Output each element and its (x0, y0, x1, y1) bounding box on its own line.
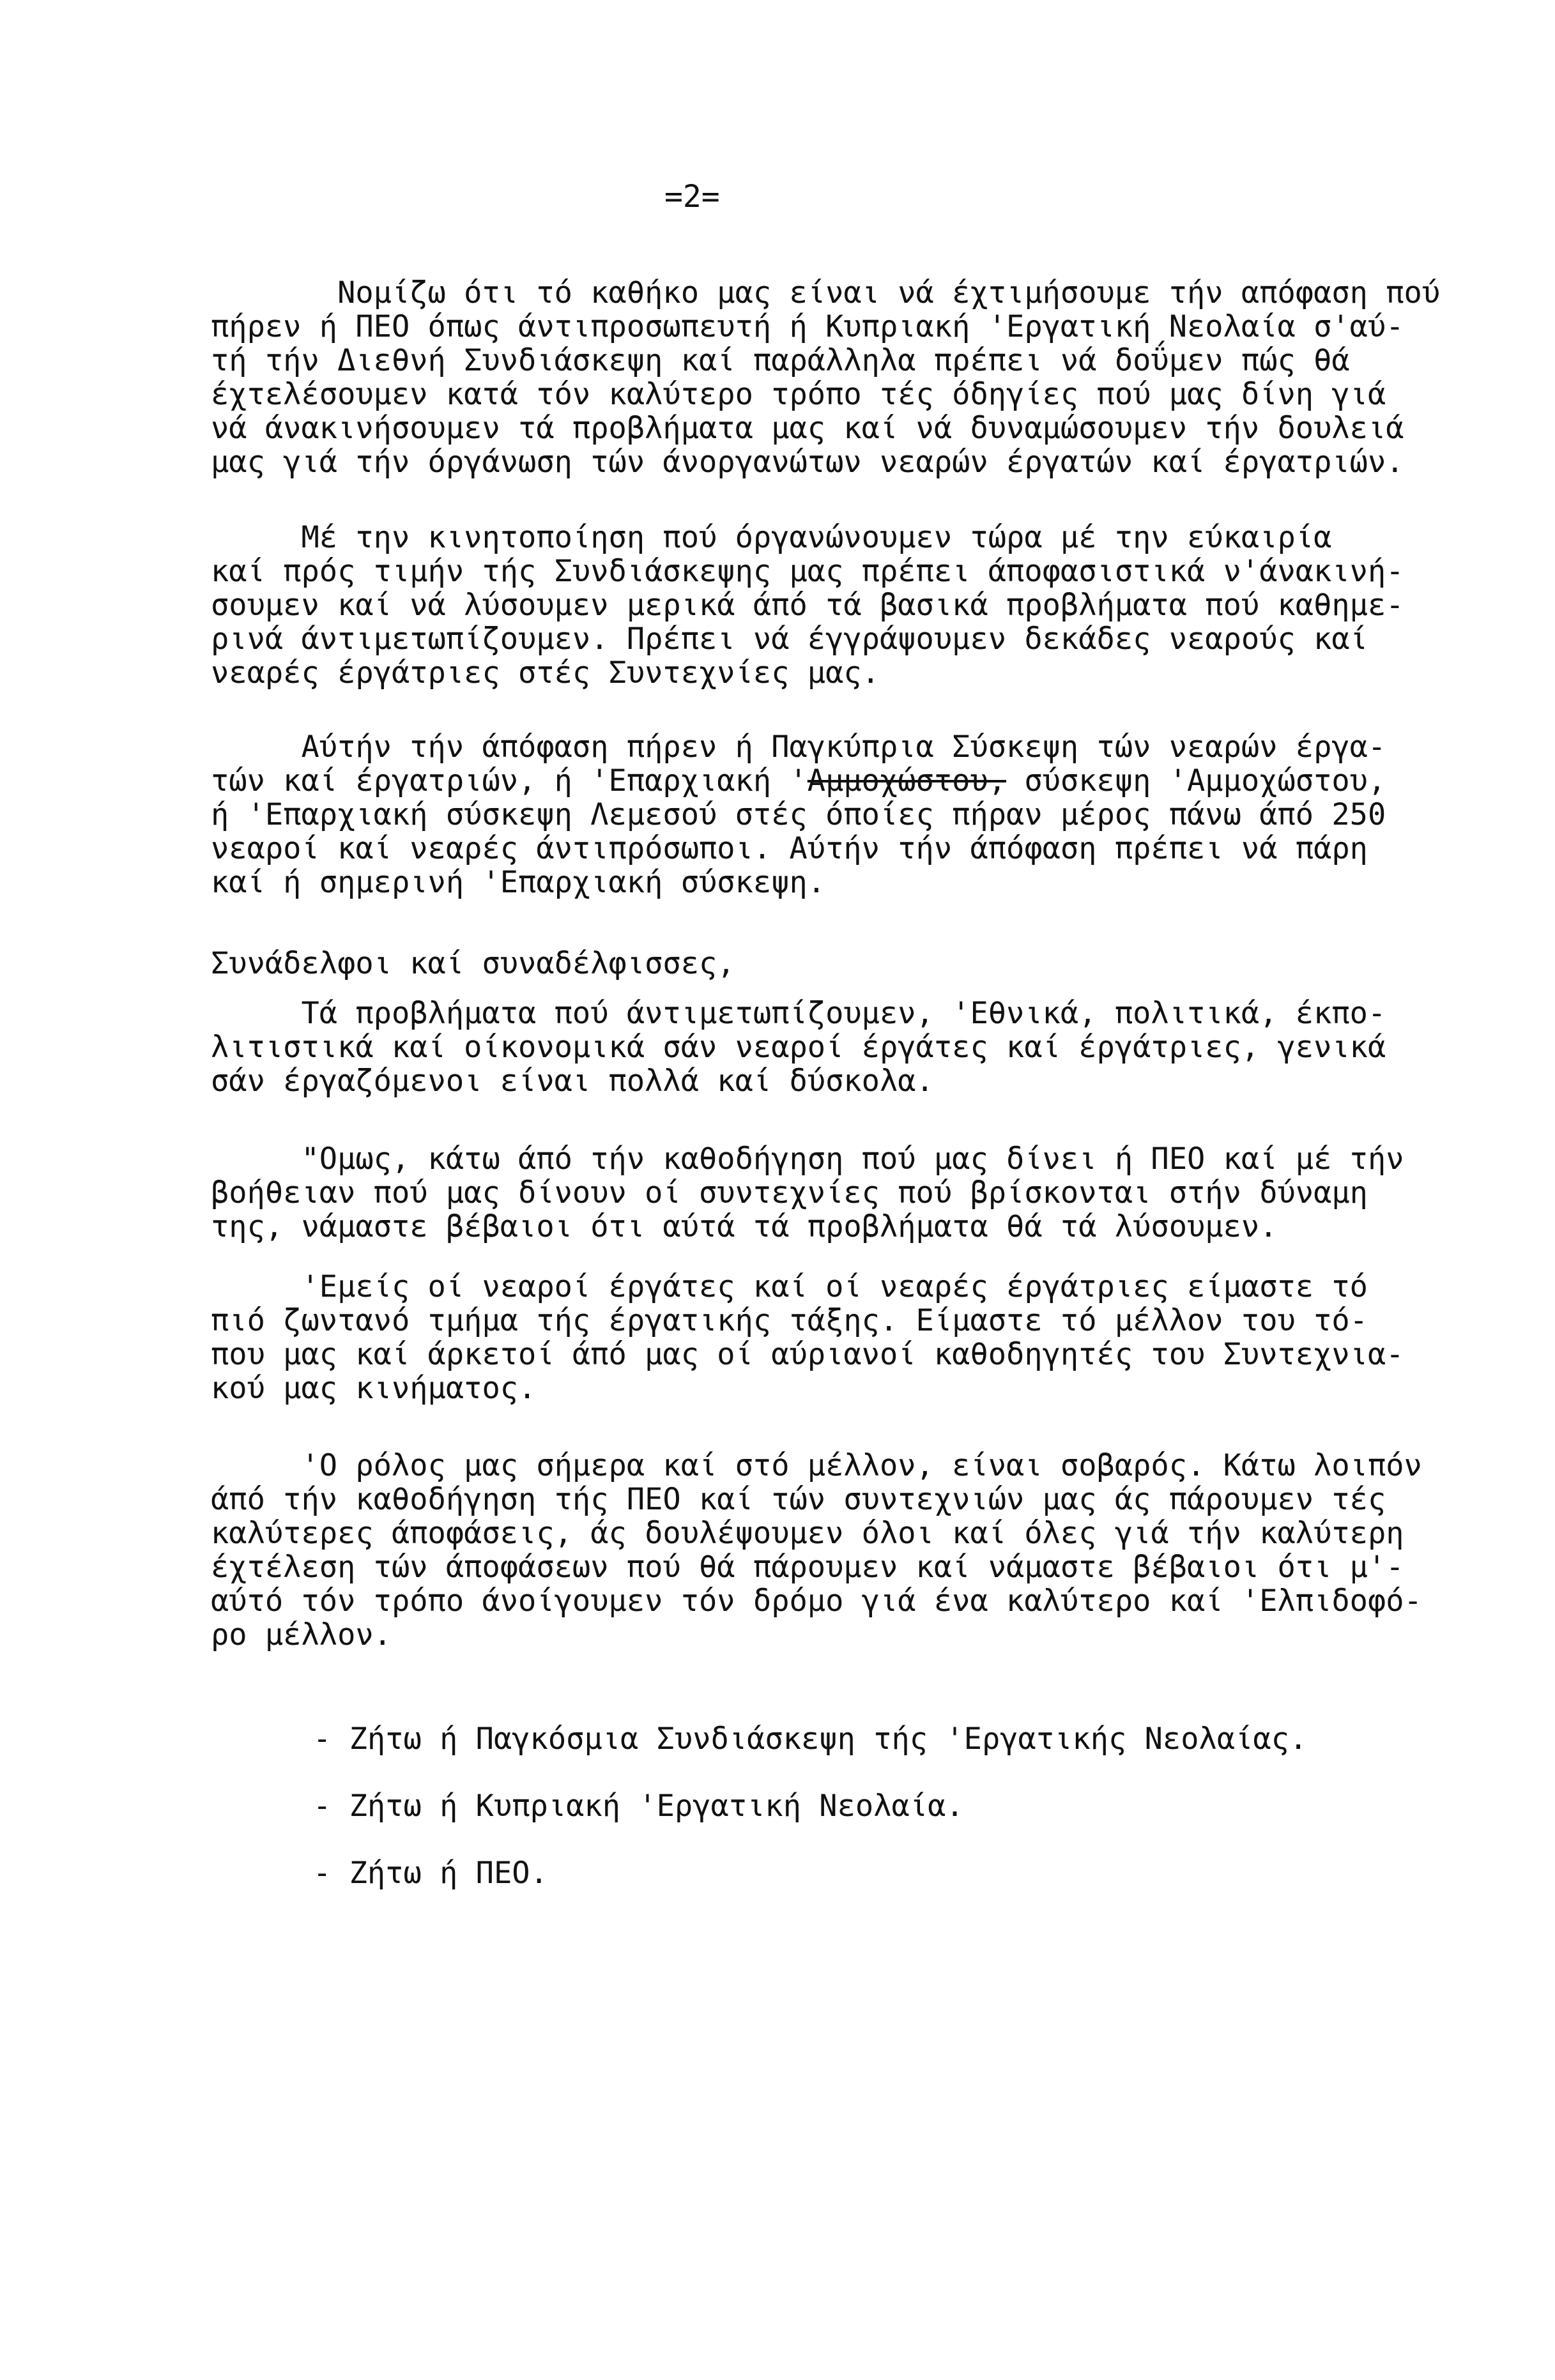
text-line: κού μας κινήματος. (211, 1371, 537, 1406)
text-line: πήρεν ή ΠΕΟ όπως άντιπροσωπευτή ή Κυπριακή 'Εργατική Νεολαία σ'αύ- (211, 309, 1404, 344)
text-line: άπό τήν καθοδήγηση τής ΠΕΟ καί τών συντεχνιών μας άς πάρουμεν τές (211, 1482, 1386, 1517)
paragraph-7 (211, 1270, 1501, 1405)
text-line: καί πρός τιμήν τής Συνδιάσκεψης μας πρέπει άποφασιστικά ν'άνακινή- (211, 554, 1404, 589)
text-line: έχτέλεση τών άποφάσεων πού θά πάρουμεν καί νάμαστε βέβαιοι ότι μ'- (211, 1550, 1404, 1585)
page-number: =2= (664, 179, 720, 215)
text-line: Μέ την κινητοποίηση πού όργανώνουμεν τώρα μέ την εύκαιρία (211, 520, 1332, 555)
text-line: 'Ο ρόλος μας σήμερα καί στό μέλλον, είναι σοβαρός. Κάτω λοιπόν (211, 1448, 1422, 1483)
strike-suffix: σύσκεψη 'Αμμοχώστου, (1006, 763, 1386, 798)
text-line: Αύτήν τήν άπόφαση πήρεν ή Παγκύπρια Σύσκεψη τών νεαρών έργα- (211, 729, 1386, 765)
paragraph-3 (211, 730, 1501, 899)
slogan-line: - Ζήτω ή ΠΕΟ. (313, 1856, 548, 1891)
text-line-with-strike (211, 764, 1501, 798)
text-line: σάν έργαζόμενοι είναι πολλά καί δύσκολα. (211, 1064, 934, 1099)
text-line: Νομίζω ότι τό καθήκο μας είναι νά έχτιμήσουμε τήν απόφαση πού (211, 275, 1441, 310)
text-line: μας γιά τήν όργάνωση τών άνοργανώτων νεαρών έργατών καί έργατριών. (211, 445, 1404, 480)
text-line: νά άνακινήσουμεν τά προβλήματα μας καί νά δυναμώσουμεν τήν δουλειά (211, 411, 1404, 446)
text-line: σουμεν καί νά λύσουμεν μερικά άπό τά βασικά προβλήματα πού καθημε- (211, 588, 1404, 623)
text-line: καί ή σημερινή 'Επαρχιακή σύσκεψη. (211, 865, 826, 900)
text-line: 'Εμείς οί νεαροί έργάτες καί οί νεαρές έργάτριες είμαστε τό (211, 1269, 1368, 1304)
text-line: λιτιστικά καί οίκονομικά σάν νεαροί έργάτες καί έργάτριες, γενικά (211, 1030, 1386, 1065)
struck-word: Αμμοχώστου, (807, 763, 1007, 798)
text-line: νεαροί καί νεαρές άντιπρόσωποι. Αύτήν τήν άπόφαση πρέπει νά πάρη (211, 831, 1368, 866)
text-line: έχτελέσουμεν κατά τόν καλύτερο τρόπο τές όδηγίες πού μας δίνη γιά (211, 377, 1386, 412)
text-line: ρο μέλλον. (211, 1617, 392, 1652)
text-line: τή τήν Διεθνή Συνδιάσκεψη καί παράλληλα πρέπει νά δοΰμεν πώς θά (211, 343, 1350, 378)
slogan-line: - Ζήτω ή Κυπριακή 'Εργατική Νεολαία. (313, 1789, 964, 1824)
text-line: ρινά άντιμετωπίζουμεν. Πρέπει νά έγγράψουμεν δεκάδες νεαρούς καί (211, 622, 1368, 657)
text-line: αύτό τόν τρόπο άνοίγουμεν τόν δρόμο γιά ένα καλύτερο καί 'Ελπιδοφό- (211, 1583, 1422, 1619)
text-line: Τά προβλήματα πού άντιμετωπίζουμεν, 'Εθνικά, πολιτικά, έκπο- (211, 996, 1386, 1031)
strike-prefix: τών καί έργατριών, ή 'Επαρχιακή ' (211, 763, 808, 798)
slogan-line: - Ζήτω ή Παγκόσμια Συνδιάσκεψη τής 'Εργατικής Νεολαίας. (313, 1721, 1308, 1757)
text-line: Συνάδελφοι καί συναδέλφισσες, (211, 946, 735, 981)
text-line: πιό ζωντανό τμήμα τής έργατικής τάξης. Είμαστε τό μέλλον του τό- (211, 1303, 1368, 1338)
text-line: καλύτερες άποφάσεις, άς δουλέψουμεν όλοι καί όλες γιά τήν καλύτερη (211, 1516, 1404, 1551)
text-line: ή 'Επαρχιακή σύσκεψη Λεμεσού στές όποίες πήραν μέρος πάνω άπό 250 (211, 797, 1386, 832)
paragraph-8 (211, 1449, 1501, 1652)
paragraph-2 (211, 521, 1501, 690)
paragraph-6 (211, 1142, 1501, 1244)
paragraph-1 (211, 276, 1501, 479)
text-line: νεαρές έργάτριες στές Συντεχνίες μας. (211, 655, 880, 690)
paragraph-5 (211, 996, 1501, 1098)
text-line: της, νάμαστε βέβαιοι ότι αύτά τά προβλήματα θά τά λύσουμεν. (211, 1209, 1278, 1244)
text-line: που μας καί άρκετοί άπό μας οί αύριανοί καθοδηγητές του Συντεχνια- (211, 1337, 1404, 1372)
text-line: βοήθειαν πού μας δίνουν οί συντεχνίες πού βρίσκονται στήν δύναμη (211, 1175, 1368, 1210)
closing-slogans (313, 1722, 1501, 1923)
salutation (211, 947, 1501, 980)
text-line: "Ομως, κάτω άπό τήν καθοδήγηση πού μας δίνει ή ΠΕΟ καί μέ τήν (211, 1141, 1404, 1177)
